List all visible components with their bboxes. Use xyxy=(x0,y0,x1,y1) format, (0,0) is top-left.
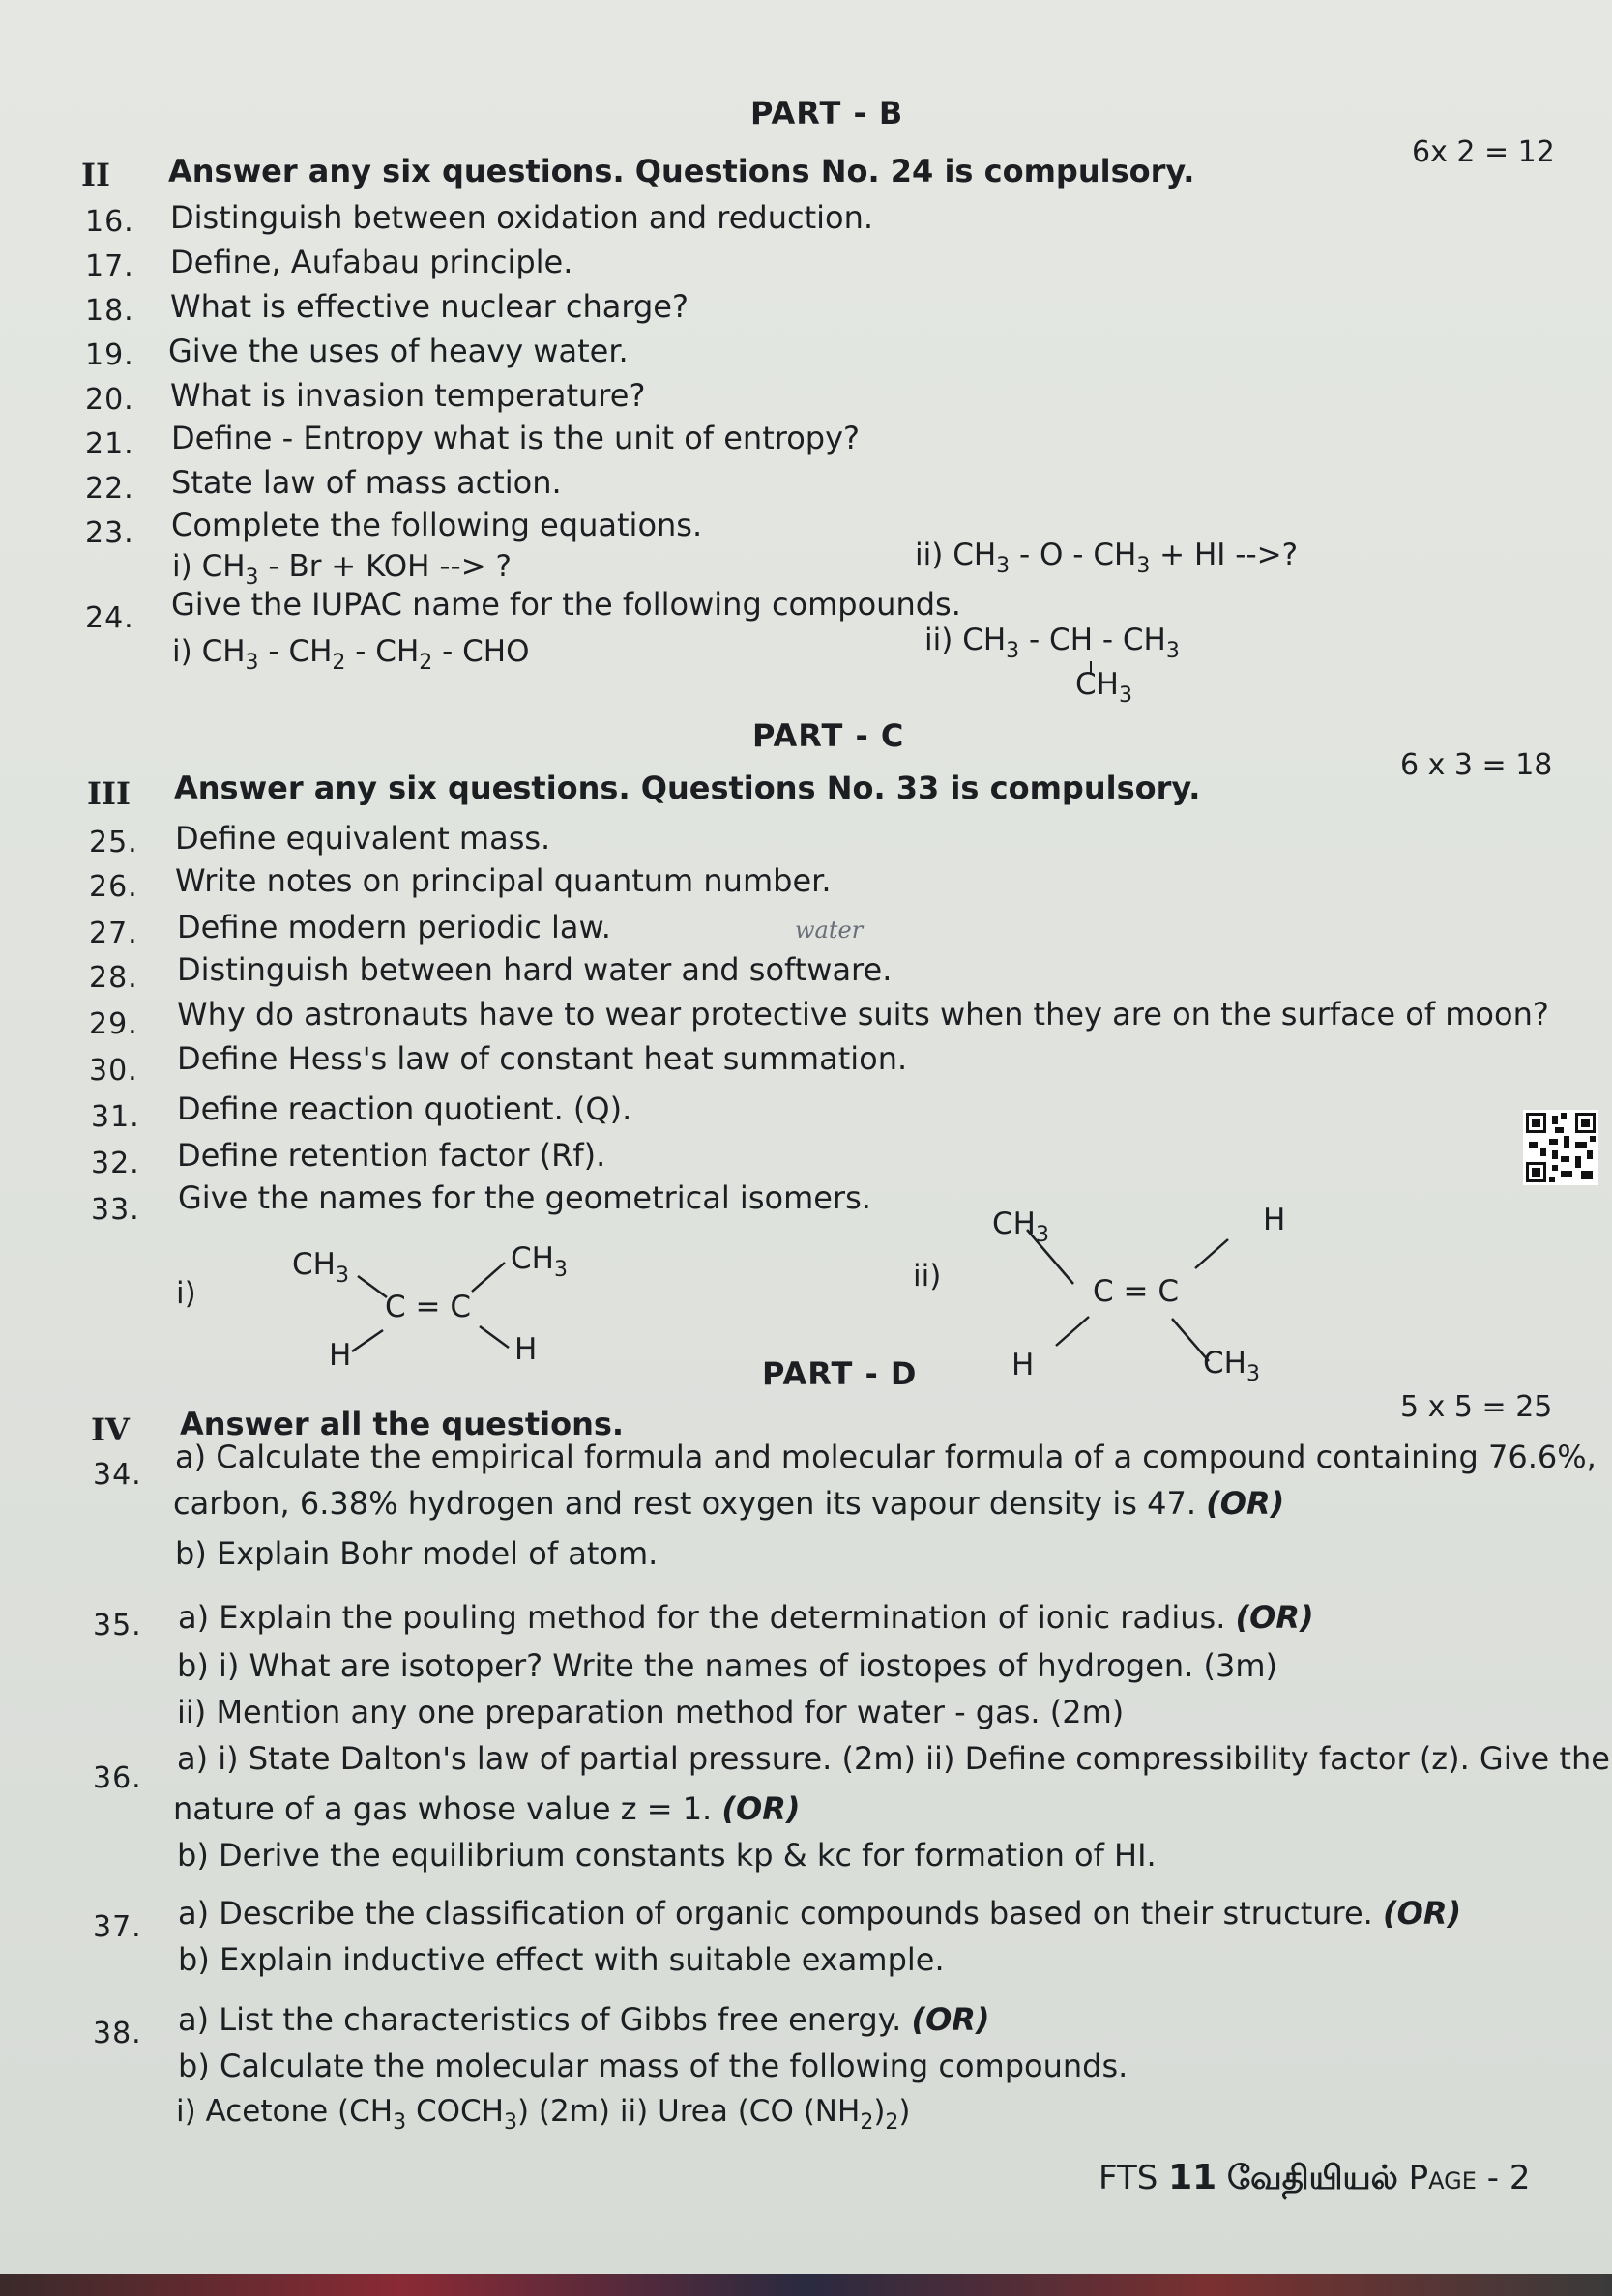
question-number: 21. xyxy=(85,427,134,461)
question-number: 37. xyxy=(93,1910,142,1944)
question-text: Define reaction quotient. (Q). xyxy=(177,1090,632,1127)
part-c-roman: III xyxy=(87,775,131,812)
question-number: 19. xyxy=(85,338,134,372)
part-d-title: PART - D xyxy=(762,1355,918,1392)
question-number: 18. xyxy=(85,294,134,328)
question-text: Define, Aufabau principle. xyxy=(170,244,573,280)
part-b-title: PART - B xyxy=(750,95,904,131)
question-text: Give the names for the geometrical isomers. xyxy=(178,1179,871,1216)
isomer-i-bottom-right: H xyxy=(514,1332,538,1367)
footer-grade: 11 xyxy=(1168,2158,1217,2197)
q35-part-a: a) Explain the pouling method for the determination of ionic radius. (OR) xyxy=(178,1599,1314,1636)
question-number: 25. xyxy=(89,826,138,859)
footer-page-word: Page xyxy=(1408,2159,1477,2197)
part-b-instruction: Answer any six questions. Questions No. 24 is compulsory. xyxy=(168,153,1195,189)
q37-part-b: b) Explain inductive effect with suitable example. xyxy=(178,1941,945,1978)
question-text: Give the uses of heavy water. xyxy=(168,333,629,369)
question-text: Complete the following equations. xyxy=(171,507,703,543)
question-text: Define equivalent mass. xyxy=(175,820,551,857)
part-b-roman: II xyxy=(81,157,110,193)
question-text: Why do astronauts have to wear protective suits when they are on the surface of moon? xyxy=(177,996,1549,1032)
q36-part-a-cont: nature of a gas whose value z = 1. (OR) xyxy=(173,1790,801,1827)
part-d-roman: IV xyxy=(91,1411,130,1448)
isomer-ii-bottom-left: H xyxy=(1011,1348,1035,1382)
question-number: 16. xyxy=(85,205,134,239)
question-number: 34. xyxy=(93,1458,142,1492)
part-b-marks: 6x 2 = 12 xyxy=(1412,135,1555,169)
q37-part-a: a) Describe the classification of organic compounds based on their structure. (OR) xyxy=(178,1895,1462,1932)
q35-part-b-i: b) i) What are isotoper? Write the names of iostopes of hydrogen. (3m) xyxy=(177,1647,1278,1684)
q34-part-a-cont: carbon, 6.38% hydrogen and rest oxygen its vapour density is 47. (OR) xyxy=(173,1485,1285,1522)
footer-code: FTS xyxy=(1099,2159,1158,2197)
question-text: Give the IUPAC name for the following compounds. xyxy=(171,586,961,623)
question-number: 26. xyxy=(89,870,138,904)
q36-part-b: b) Derive the equilibrium constants kp & kc for formation of HI. xyxy=(177,1837,1157,1874)
isomer-i-label: i) xyxy=(176,1276,196,1311)
q24-compound-i: i) $CH_3 - CH_2 - CH_2$ - CHO xyxy=(172,634,530,675)
question-text: State law of mass action. xyxy=(171,464,562,501)
question-text: Write notes on principal quantum number. xyxy=(175,862,832,899)
question-number: 31. xyxy=(91,1100,140,1134)
isomer-ii-top-right: H xyxy=(1263,1203,1286,1237)
q23-equation-i: i) $CH_3$ - Br + KOH --> ? xyxy=(172,549,512,590)
footer-subject: வேதியியல் xyxy=(1227,2159,1398,2197)
question-number: 38. xyxy=(93,2017,142,2050)
part-c-title: PART - C xyxy=(752,717,905,754)
question-number: 29. xyxy=(89,1007,138,1041)
question-number: 35. xyxy=(93,1609,142,1642)
page-footer xyxy=(1099,2158,1530,2201)
part-c-instruction: Answer any six questions. Questions No. 33 is compulsory. xyxy=(174,770,1201,806)
footer-page-number: - 2 xyxy=(1486,2159,1531,2197)
isomer-i-double-bond: C = C xyxy=(385,1290,471,1324)
question-text: Distinguish between hard water and software. xyxy=(177,951,893,988)
question-text: What is invasion temperature? xyxy=(170,377,646,414)
isomer-ii-double-bond: C = C xyxy=(1093,1274,1179,1309)
bottom-edge xyxy=(0,2274,1612,2296)
part-c-marks: 6 x 3 = 18 xyxy=(1400,748,1553,782)
q24-compound-ii: ii) $CH_3$ - CH - $CH_3$ xyxy=(924,623,1180,663)
question-text: Define retention factor (Rf). xyxy=(177,1137,606,1174)
q38-part-b: b) Calculate the molecular mass of the following compounds. xyxy=(178,2048,1128,2084)
part-d-marks: 5 x 5 = 25 xyxy=(1400,1390,1553,1424)
q34-part-b: b) Explain Bohr model of atom. xyxy=(175,1535,659,1572)
question-number: 28. xyxy=(89,961,138,995)
question-number: 30. xyxy=(89,1054,138,1088)
handwritten-note: water xyxy=(795,916,864,944)
question-text: Define Hess's law of constant heat summation. xyxy=(177,1040,908,1077)
isomer-ii-label: ii) xyxy=(913,1259,942,1293)
isomer-i-top-left: $CH_3$ xyxy=(292,1247,349,1288)
isomer-i-top-right: $CH_3$ xyxy=(511,1241,568,1282)
isomer-i-bottom-left: H xyxy=(329,1338,352,1373)
question-text: What is effective nuclear charge? xyxy=(170,288,689,325)
q23-equation-ii: ii) $CH_3$ - O - $CH_3$ + HI -->? xyxy=(915,538,1299,578)
question-number: 24. xyxy=(85,601,134,635)
question-number: 23. xyxy=(85,516,134,550)
question-number: 27. xyxy=(89,916,138,950)
q38-compounds: i) Acetone ($CH_3$ $COCH_3$) (2m) ii) Urea (CO $(NH_2)_2$) xyxy=(176,2094,911,2135)
question-number: 36. xyxy=(93,1761,142,1795)
question-number: 17. xyxy=(85,249,134,283)
isomer-ii-top-left: $CH_3$ xyxy=(992,1206,1049,1247)
question-text: Define - Entropy what is the unit of entropy? xyxy=(171,420,861,456)
q38-part-a: a) List the characteristics of Gibbs free energy. (OR) xyxy=(178,2001,990,2038)
part-d-instruction: Answer all the questions. xyxy=(180,1406,625,1442)
question-number: 22. xyxy=(85,472,134,506)
question-text: Distinguish between oxidation and reduction. xyxy=(170,199,874,236)
q36-part-a: a) i) State Dalton's law of partial pressure. (2m) ii) Define compressibility factor (z). Give the xyxy=(177,1740,1610,1777)
isomer-ii-bottom-right: $CH_3$ xyxy=(1203,1346,1260,1386)
q34-part-a: a) Calculate the empirical formula and molecular formula of a compound containing 76.6%, xyxy=(175,1439,1597,1475)
question-number: 32. xyxy=(91,1147,140,1180)
q24-branch: $CH_3$ xyxy=(1075,667,1132,708)
question-text: Define modern periodic law. xyxy=(177,909,611,945)
q35-part-b-ii: ii) Mention any one preparation method for water - gas. (2m) xyxy=(177,1694,1125,1730)
question-number: 20. xyxy=(85,383,134,417)
question-number: 33. xyxy=(91,1193,140,1227)
